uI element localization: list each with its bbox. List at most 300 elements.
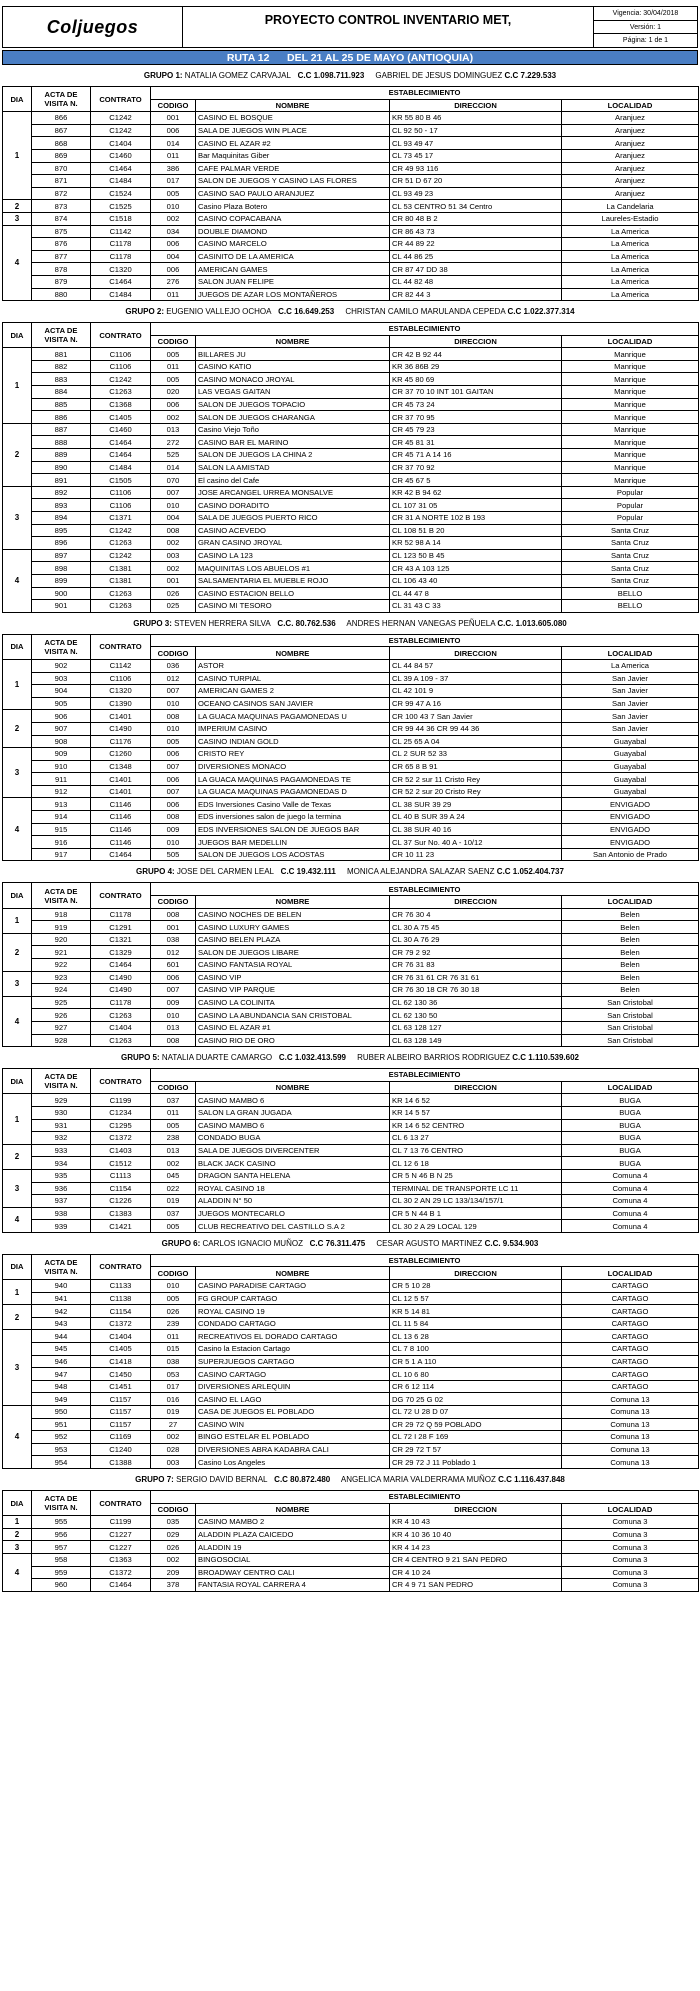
group-table — [2, 86, 699, 301]
localidad-cell: ENVIGADO — [562, 798, 699, 811]
localidad-cell: San Cristobal — [562, 1034, 699, 1047]
table-row — [3, 225, 699, 238]
acta-cell: 895 — [32, 524, 91, 537]
contrato-cell: C1138 — [91, 1292, 151, 1305]
acta-cell: 924 — [32, 984, 91, 997]
groups-container — [2, 65, 698, 1592]
acta-cell: 938 — [32, 1207, 91, 1220]
col-contrato: CONTRATO — [91, 87, 151, 112]
table-row — [3, 1094, 699, 1107]
direccion-cell: CR 37 70 10 INT 101 GAITAN — [390, 386, 562, 399]
group-number: GRUPO 6: — [161, 1238, 201, 1248]
direccion-cell: DG 70 25 G 02 — [390, 1393, 562, 1406]
direccion-cell: CL 73 45 17 — [390, 149, 562, 162]
inspector-2-name: RUBER ALBEIRO BARRIOS RODRIGUEZ — [357, 1053, 511, 1063]
inspector-2-name: ANGELICA MARIA VALDERRAMA MUÑOZ — [340, 1474, 496, 1484]
col-acta: ACTA DE VISITA N. — [32, 883, 91, 908]
localidad-cell: San Javier — [562, 697, 699, 710]
nombre-cell: ALADDIN PLAZA CAICEDO — [196, 1528, 390, 1541]
localidad-cell: ENVIGADO — [562, 811, 699, 824]
localidad-cell: ENVIGADO — [562, 836, 699, 849]
contrato-cell: C1484 — [91, 175, 151, 188]
codigo-cell: 002 — [151, 562, 196, 575]
nombre-cell: CASINO MARCELO — [196, 238, 390, 251]
nombre-cell: CASINO MAMBO 2 — [196, 1516, 390, 1529]
day-number: 3 — [3, 1330, 32, 1406]
col-establecimiento: ESTABLECIMIENTO — [151, 1069, 699, 1082]
day-number: 1 — [3, 1280, 32, 1305]
contrato-cell: C1142 — [91, 225, 151, 238]
codigo-cell: 053 — [151, 1368, 196, 1381]
contrato-cell: C1113 — [91, 1169, 151, 1182]
acta-cell: 871 — [32, 175, 91, 188]
contrato-cell: C1464 — [91, 959, 151, 972]
table-row — [3, 1380, 699, 1393]
direccion-cell: CL 30 2 A 29 LOCAL 129 — [390, 1220, 562, 1233]
table-row — [3, 722, 699, 735]
codigo-cell: 036 — [151, 659, 196, 672]
localidad-cell: La America — [562, 263, 699, 276]
contrato-cell: C1178 — [91, 996, 151, 1009]
localidad-cell: Belen — [562, 908, 699, 921]
col-codigo: CODIGO — [151, 335, 196, 348]
codigo-cell: 009 — [151, 996, 196, 1009]
acta-cell: 947 — [32, 1368, 91, 1381]
contrato-cell: C1460 — [91, 149, 151, 162]
nombre-cell: Casino Plaza Botero — [196, 200, 390, 213]
nombre-cell: CASINO INDIAN GOLD — [196, 735, 390, 748]
direccion-cell: CR 42 B 92 44 — [390, 348, 562, 361]
codigo-cell: 026 — [151, 1541, 196, 1554]
table-row — [3, 1355, 699, 1368]
acta-cell: 891 — [32, 474, 91, 487]
localidad-cell: San Antonio de Prado — [562, 848, 699, 861]
acta-cell: 931 — [32, 1119, 91, 1132]
acta-cell: 942 — [32, 1305, 91, 1318]
contrato-cell: C1178 — [91, 238, 151, 251]
codigo-cell: 019 — [151, 1406, 196, 1419]
contrato-cell: C1263 — [91, 1034, 151, 1047]
direccion-cell: CL 92 50 - 17 — [390, 124, 562, 137]
direccion-cell: CL 44 86 25 — [390, 250, 562, 263]
localidad-cell: CARTAGO — [562, 1355, 699, 1368]
localidad-cell: Belen — [562, 933, 699, 946]
direccion-cell: CR 45 67 5 — [390, 474, 562, 487]
nombre-cell: EDS inversiones salon de juego la termina — [196, 811, 390, 824]
direccion-cell: CL 62 130 50 — [390, 1009, 562, 1022]
col-acta: ACTA DE VISITA N. — [32, 323, 91, 348]
acta-cell: 953 — [32, 1443, 91, 1456]
col-acta: ACTA DE VISITA N. — [32, 634, 91, 659]
contrato-cell: C1263 — [91, 600, 151, 613]
contrato-cell: C1464 — [91, 162, 151, 175]
acta-cell: 946 — [32, 1355, 91, 1368]
col-dia: DIA — [3, 1254, 32, 1279]
direccion-cell: CL 2 SUR 52 33 — [390, 748, 562, 761]
nombre-cell: CASINO BELEN PLAZA — [196, 933, 390, 946]
direccion-cell: CR 65 8 B 91 — [390, 760, 562, 773]
table-row — [3, 348, 699, 361]
direccion-cell: CL 107 31 05 — [390, 499, 562, 512]
codigo-cell: 070 — [151, 474, 196, 487]
table-row — [3, 1456, 699, 1469]
localidad-cell: CARTAGO — [562, 1280, 699, 1293]
day-number: 1 — [3, 659, 32, 709]
inspector-1-id: C.C. 80.762.536 — [277, 618, 336, 628]
localidad-cell: BELLO — [562, 587, 699, 600]
direccion-cell: CR 80 48 B 2 — [390, 212, 562, 225]
nombre-cell: FANTASIA ROYAL CARRERA 4 — [196, 1579, 390, 1592]
codigo-cell: 008 — [151, 908, 196, 921]
direccion-cell: KR 4 14 23 — [390, 1541, 562, 1554]
contrato-cell: C1405 — [91, 1343, 151, 1356]
nombre-cell: SALA DE JUEGOS DIVERCENTER — [196, 1144, 390, 1157]
codigo-cell: 014 — [151, 137, 196, 150]
col-nombre: NOMBRE — [196, 1081, 390, 1094]
localidad-cell: Popular — [562, 499, 699, 512]
acta-cell: 901 — [32, 600, 91, 613]
localidad-cell: CARTAGO — [562, 1330, 699, 1343]
day-number: 3 — [3, 212, 32, 225]
codigo-cell: 005 — [151, 1220, 196, 1233]
codigo-cell: 005 — [151, 373, 196, 386]
table-row — [3, 288, 699, 301]
contrato-cell: C1242 — [91, 549, 151, 562]
col-localidad: LOCALIDAD — [562, 896, 699, 909]
acta-cell: 939 — [32, 1220, 91, 1233]
contrato-cell: C1372 — [91, 1317, 151, 1330]
nombre-cell: SALON DE JUEGOS TOPACIO — [196, 398, 390, 411]
localidad-cell: Belen — [562, 946, 699, 959]
contrato-cell: C1106 — [91, 486, 151, 499]
col-codigo: CODIGO — [151, 99, 196, 112]
nombre-cell: CONDADO BUGA — [196, 1132, 390, 1145]
codigo-cell: 002 — [151, 411, 196, 424]
localidad-cell: Comuna 13 — [562, 1431, 699, 1444]
table-row — [3, 562, 699, 575]
table-row — [3, 436, 699, 449]
localidad-cell: Comuna 4 — [562, 1207, 699, 1220]
table-row — [3, 238, 699, 251]
col-direccion: DIRECCION — [390, 99, 562, 112]
table-row — [3, 798, 699, 811]
direccion-cell: CL 106 43 40 — [390, 574, 562, 587]
table-row — [3, 1406, 699, 1419]
contrato-cell: C1157 — [91, 1393, 151, 1406]
inspector-1-name: NATALIA GOMEZ CARVAJAL — [184, 71, 291, 80]
direccion-cell: CL 12 5 57 — [390, 1292, 562, 1305]
day-number: 4 — [3, 1207, 32, 1232]
acta-cell: 935 — [32, 1169, 91, 1182]
acta-cell: 915 — [32, 823, 91, 836]
table-row — [3, 200, 699, 213]
group-number: GRUPO 3: — [133, 618, 172, 628]
localidad-cell: Manrique — [562, 449, 699, 462]
day-number: 4 — [3, 549, 32, 612]
nombre-cell: El casino del Cafe — [196, 474, 390, 487]
inspector-1-id: C.C 80.872.480 — [274, 1474, 331, 1484]
nombre-cell: CASINO FANTASIA ROYAL — [196, 959, 390, 972]
col-establecimiento: ESTABLECIMIENTO — [151, 1254, 699, 1267]
contrato-cell: C1263 — [91, 1009, 151, 1022]
codigo-cell: 037 — [151, 1207, 196, 1220]
acta-cell: 936 — [32, 1182, 91, 1195]
inspector-2-id: C.C. 9.534.903 — [484, 1238, 539, 1248]
codigo-cell: 006 — [151, 263, 196, 276]
table-row — [3, 672, 699, 685]
localidad-cell: CARTAGO — [562, 1305, 699, 1318]
table-row — [3, 1541, 699, 1554]
codigo-cell: 006 — [151, 748, 196, 761]
table-row — [3, 398, 699, 411]
nombre-cell: CASA DE JUEGOS EL POBLADO — [196, 1406, 390, 1419]
nombre-cell: CASINO BAR EL MARINO — [196, 436, 390, 449]
codigo-cell: 272 — [151, 436, 196, 449]
direccion-cell: CR 49 93 116 — [390, 162, 562, 175]
codigo-cell: 037 — [151, 1094, 196, 1107]
direccion-cell: KR 4 10 43 — [390, 1516, 562, 1529]
nombre-cell: CASINO MONACO JROYAL — [196, 373, 390, 386]
codigo-cell: 020 — [151, 386, 196, 399]
localidad-cell: Manrique — [562, 423, 699, 436]
col-dia: DIA — [3, 1490, 32, 1515]
codigo-cell: 239 — [151, 1317, 196, 1330]
table-row — [3, 710, 699, 723]
table-row — [3, 600, 699, 613]
nombre-cell: CASINO WIN — [196, 1418, 390, 1431]
col-nombre: NOMBRE — [196, 335, 390, 348]
acta-cell: 903 — [32, 672, 91, 685]
contrato-cell: C1106 — [91, 360, 151, 373]
direccion-cell: CR 86 43 73 — [390, 225, 562, 238]
table-row — [3, 549, 699, 562]
nombre-cell: JUEGOS BAR MEDELLIN — [196, 836, 390, 849]
nombre-cell: CASINO TURPIAL — [196, 672, 390, 685]
acta-cell: 906 — [32, 710, 91, 723]
acta-cell: 887 — [32, 423, 91, 436]
day-number: 2 — [3, 1305, 32, 1330]
col-nombre: NOMBRE — [196, 99, 390, 112]
direccion-cell: CL 11 5 84 — [390, 1317, 562, 1330]
table-row — [3, 685, 699, 698]
codigo-cell: 008 — [151, 710, 196, 723]
table-row — [3, 1280, 699, 1293]
table-row — [3, 659, 699, 672]
acta-cell: 905 — [32, 697, 91, 710]
localidad-cell: Comuna 13 — [562, 1393, 699, 1406]
nombre-cell: SALON JUAN FELIPE — [196, 275, 390, 288]
contrato-cell: C1154 — [91, 1305, 151, 1318]
localidad-cell: Comuna 13 — [562, 1456, 699, 1469]
contrato-cell: C1404 — [91, 1021, 151, 1034]
table-row — [3, 1368, 699, 1381]
contrato-cell: C1146 — [91, 811, 151, 824]
col-nombre: NOMBRE — [196, 647, 390, 660]
localidad-cell: CARTAGO — [562, 1317, 699, 1330]
contrato-cell: C1372 — [91, 1132, 151, 1145]
inspector-2-name: MONICA ALEJANDRA SALAZAR SAENZ — [346, 867, 495, 877]
acta-cell: 959 — [32, 1566, 91, 1579]
contrato-cell: C1418 — [91, 1355, 151, 1368]
contrato-cell: C1512 — [91, 1157, 151, 1170]
inspector-1-id: C.C 76.311.475 — [309, 1238, 366, 1248]
localidad-cell: San Cristobal — [562, 1009, 699, 1022]
codigo-cell: 007 — [151, 984, 196, 997]
inspector-2-id: C.C 1.110.539.602 — [512, 1053, 579, 1063]
contrato-cell: C1263 — [91, 587, 151, 600]
nombre-cell: BINGO ESTELAR EL POBLADO — [196, 1431, 390, 1444]
contrato-cell: C1484 — [91, 461, 151, 474]
codigo-cell: 005 — [151, 187, 196, 200]
nombre-cell: JUEGOS MONTECARLO — [196, 1207, 390, 1220]
group-label — [2, 301, 698, 322]
day-number: 1 — [3, 908, 32, 933]
nombre-cell: CASINO RIO DE ORO — [196, 1034, 390, 1047]
codigo-cell: 006 — [151, 238, 196, 251]
col-localidad: LOCALIDAD — [562, 1503, 699, 1516]
direccion-cell: CR 29 72 Q 59 POBLADO — [390, 1418, 562, 1431]
codigo-cell: 013 — [151, 1144, 196, 1157]
codigo-cell: 003 — [151, 549, 196, 562]
codigo-cell: 005 — [151, 735, 196, 748]
direccion-cell: CL 93 49 23 — [390, 187, 562, 200]
codigo-cell: 010 — [151, 1009, 196, 1022]
direccion-cell: CL 12 6 18 — [390, 1157, 562, 1170]
localidad-cell: Comuna 13 — [562, 1443, 699, 1456]
col-localidad: LOCALIDAD — [562, 647, 699, 660]
contrato-cell: C1401 — [91, 710, 151, 723]
acta-cell: 958 — [32, 1553, 91, 1566]
codigo-cell: 010 — [151, 836, 196, 849]
direccion-cell: CL 44 84 57 — [390, 659, 562, 672]
col-dia: DIA — [3, 883, 32, 908]
codigo-cell: 006 — [151, 124, 196, 137]
nombre-cell: ROYAL CASINO 19 — [196, 1305, 390, 1318]
table-row — [3, 773, 699, 786]
acta-cell: 911 — [32, 773, 91, 786]
acta-cell: 874 — [32, 212, 91, 225]
nombre-cell: EDS INVERSIONES SALON DE JUEGOS BAR — [196, 823, 390, 836]
contrato-cell: C1464 — [91, 848, 151, 861]
contrato-cell: C1199 — [91, 1094, 151, 1107]
day-number: 4 — [3, 1406, 32, 1469]
localidad-cell: Comuna 3 — [562, 1528, 699, 1541]
nombre-cell: EDS Inversiones Casino Valle de Texas — [196, 798, 390, 811]
acta-cell: 918 — [32, 908, 91, 921]
codigo-cell: 276 — [151, 275, 196, 288]
contrato-cell: C1371 — [91, 512, 151, 525]
contrato-cell: C1146 — [91, 823, 151, 836]
contrato-cell: C1490 — [91, 971, 151, 984]
coljuegos-logo: Coljuegos — [3, 7, 183, 47]
nombre-cell: SALON LA AMISTAD — [196, 461, 390, 474]
contrato-cell: C1404 — [91, 137, 151, 150]
day-number: 4 — [3, 1553, 32, 1591]
codigo-cell: 002 — [151, 537, 196, 550]
acta-cell: 941 — [32, 1292, 91, 1305]
nombre-cell: DOUBLE DIAMOND — [196, 225, 390, 238]
contrato-cell: C1295 — [91, 1119, 151, 1132]
contrato-cell: C1348 — [91, 760, 151, 773]
codigo-cell: 009 — [151, 823, 196, 836]
nombre-cell: SALON DE JUEGOS LOS ACOSTAS — [196, 848, 390, 861]
codigo-cell: 011 — [151, 288, 196, 301]
direccion-cell: CR 45 79 23 — [390, 423, 562, 436]
direccion-cell: CL 44 82 48 — [390, 275, 562, 288]
col-codigo: CODIGO — [151, 896, 196, 909]
direccion-cell: CR 5 10 28 — [390, 1280, 562, 1293]
nombre-cell: DIVERSIONES ARLEQUIN — [196, 1380, 390, 1393]
table-row — [3, 1021, 699, 1034]
codigo-cell: 001 — [151, 112, 196, 125]
localidad-cell: Belen — [562, 921, 699, 934]
pagina: Página: 1 de 1 — [622, 37, 669, 45]
col-contrato: CONTRATO — [91, 1254, 151, 1279]
acta-cell: 912 — [32, 785, 91, 798]
nombre-cell: CONDADO CARTAGO — [196, 1317, 390, 1330]
localidad-cell: BUGA — [562, 1106, 699, 1119]
table-row — [3, 1009, 699, 1022]
col-dia: DIA — [3, 87, 32, 112]
nombre-cell: Casino Los Angeles — [196, 1456, 390, 1469]
inspector-2-id: C.C. 1.013.605.080 — [497, 618, 567, 628]
document-meta — [593, 7, 697, 47]
day-number: 1 — [3, 1094, 32, 1144]
direccion-cell: CR 76 30 18 CR 76 30 18 — [390, 984, 562, 997]
direccion-cell: KR 14 5 57 — [390, 1106, 562, 1119]
direccion-cell: CL 72 U 28 D 07 — [390, 1406, 562, 1419]
nombre-cell: DIVERSIONES ABRA KADABRA CALI — [196, 1443, 390, 1456]
codigo-cell: 007 — [151, 685, 196, 698]
codigo-cell: 386 — [151, 162, 196, 175]
acta-cell: 944 — [32, 1330, 91, 1343]
table-row — [3, 933, 699, 946]
codigo-cell: 238 — [151, 1132, 196, 1145]
codigo-cell: 016 — [151, 1393, 196, 1406]
table-row — [3, 587, 699, 600]
codigo-cell: 002 — [151, 1431, 196, 1444]
acta-cell: 889 — [32, 449, 91, 462]
codigo-cell: 209 — [151, 1566, 196, 1579]
contrato-cell: C1464 — [91, 1579, 151, 1592]
direccion-cell: CL 62 130 36 — [390, 996, 562, 1009]
acta-cell: 934 — [32, 1157, 91, 1170]
nombre-cell: JOSE ARCANGEL URREA MONSALVE — [196, 486, 390, 499]
table-row — [3, 1393, 699, 1406]
contrato-cell: C1226 — [91, 1195, 151, 1208]
day-number: 2 — [3, 1144, 32, 1169]
contrato-cell: C1421 — [91, 1220, 151, 1233]
localidad-cell: San Cristobal — [562, 996, 699, 1009]
inspector-2-id: C.C 1.116.437.848 — [498, 1474, 565, 1484]
nombre-cell: ALADDIN 19 — [196, 1541, 390, 1554]
direccion-cell: CL 7 13 76 CENTRO — [390, 1144, 562, 1157]
nombre-cell: AMERICAN GAMES 2 — [196, 685, 390, 698]
nombre-cell: CASINO MI TESORO — [196, 600, 390, 613]
codigo-cell: 006 — [151, 798, 196, 811]
direccion-cell: CL 63 128 127 — [390, 1021, 562, 1034]
codigo-cell: 011 — [151, 1106, 196, 1119]
nombre-cell: CASINO EL AZAR #2 — [196, 137, 390, 150]
inspector-2-name: ANDRES HERNAN VANEGAS PEÑUELA — [346, 618, 496, 628]
nombre-cell: SALSAMENTARIA EL MUEBLE ROJO — [196, 574, 390, 587]
localidad-cell: La America — [562, 225, 699, 238]
direccion-cell: CR 4 10 24 — [390, 1566, 562, 1579]
codigo-cell: 006 — [151, 773, 196, 786]
nombre-cell: CASINO COPACABANA — [196, 212, 390, 225]
localidad-cell: Manrique — [562, 474, 699, 487]
localidad-cell: Popular — [562, 512, 699, 525]
